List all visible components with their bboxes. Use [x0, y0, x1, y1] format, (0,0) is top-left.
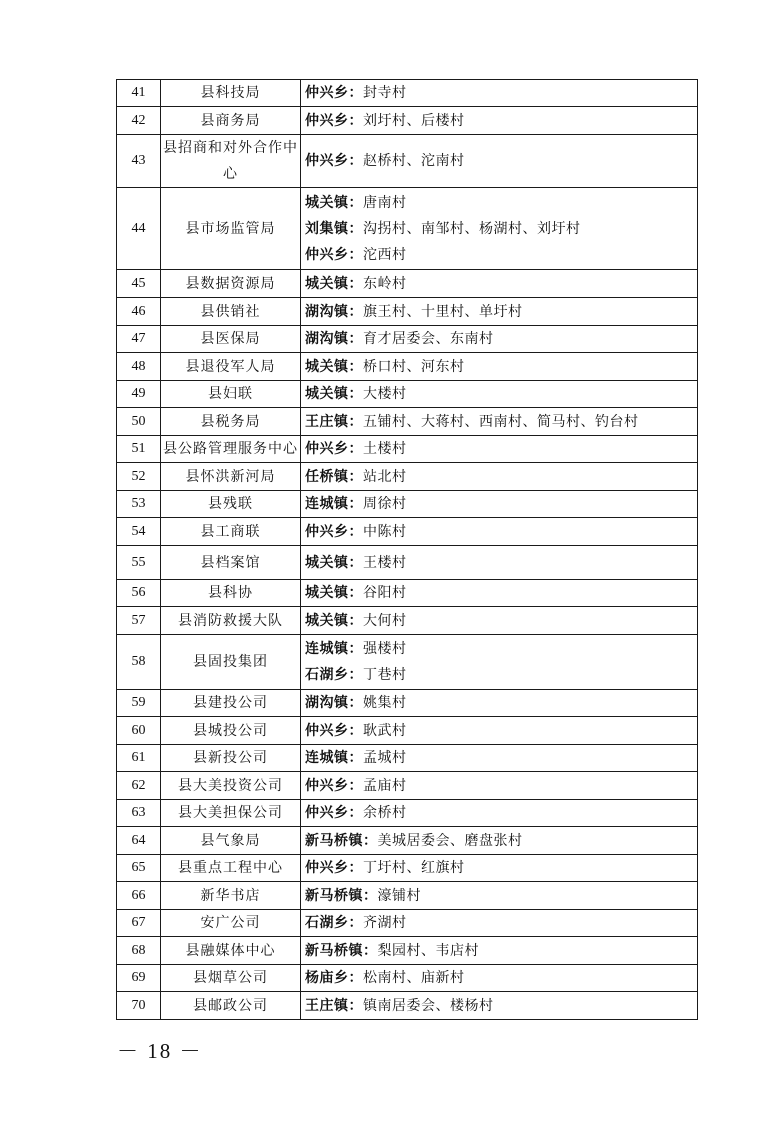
table-row	[117, 580, 698, 607]
unit-name: 县大美投资公司	[178, 777, 283, 794]
unit-name-cell	[161, 772, 301, 800]
village-list: 大楼村	[363, 386, 407, 402]
village-list: 孟城村	[363, 750, 407, 766]
village-cell	[301, 381, 698, 408]
unit-name-cell	[161, 717, 301, 745]
unit-name: 县固投集团	[193, 654, 268, 670]
village-list: 东岭村	[363, 275, 407, 292]
village-line	[305, 550, 697, 576]
village-cell	[301, 800, 698, 827]
unit-name: 县招商和对外合作中心	[163, 140, 298, 182]
unit-name: 安广公司	[200, 915, 261, 931]
row-number: 49	[117, 381, 161, 408]
table-row	[117, 188, 698, 270]
village-line	[305, 108, 697, 134]
row-number: 70	[117, 992, 161, 1020]
village-list: 松南村、庙新村	[363, 970, 465, 986]
row-number: 60	[117, 717, 161, 745]
village-cell	[301, 408, 698, 436]
page-number: － 18 －	[117, 1039, 203, 1063]
village-list: 中陈村	[363, 523, 407, 540]
village-list: 站北村	[363, 468, 407, 485]
village-cell	[301, 353, 698, 381]
row-number: 41	[117, 80, 161, 107]
village-list: 姚集村	[363, 695, 407, 711]
row-number: 52	[117, 463, 161, 491]
row-number: 59	[117, 690, 161, 717]
unit-name: 县融媒体中心	[185, 942, 276, 959]
unit-name: 县怀洪新河局	[185, 468, 276, 485]
village-list: 濠铺村	[377, 887, 421, 904]
village-line	[305, 608, 697, 634]
unit-name: 县科技局	[200, 85, 261, 101]
village-list: 强楼村	[363, 641, 407, 657]
unit-name-cell	[161, 635, 301, 690]
village-list: 丁圩村、红旗村	[363, 860, 465, 876]
table-row	[117, 381, 698, 408]
unit-name: 县税务局	[200, 413, 261, 430]
village-cell	[301, 937, 698, 965]
village-line	[305, 190, 697, 216]
unit-name: 县退役军人局	[185, 358, 276, 375]
unit-name: 县数据资源局	[185, 275, 276, 292]
village-cell	[301, 546, 698, 580]
village-list: 余桥村	[363, 805, 407, 821]
village-line	[305, 965, 697, 991]
town-name: 杨庙乡：	[305, 970, 363, 986]
unit-name: 县医保局	[200, 331, 261, 347]
village-cell	[301, 635, 698, 690]
unit-name-cell	[161, 298, 301, 326]
town-name: 城关镇：	[305, 585, 363, 601]
unit-name: 县邮政公司	[193, 997, 268, 1014]
village-list: 沱西村	[363, 246, 407, 263]
village-cell	[301, 107, 698, 135]
village-line	[305, 409, 697, 435]
unit-name-cell	[161, 80, 301, 107]
unit-name: 县残联	[208, 496, 253, 512]
village-list: 孟庙村	[363, 777, 407, 794]
village-cell	[301, 326, 698, 353]
village-line	[305, 580, 697, 606]
town-name: 连城镇：	[305, 750, 363, 766]
village-cell	[301, 827, 698, 855]
table-row	[117, 690, 698, 717]
village-list: 封寺村	[363, 85, 407, 101]
table-row	[117, 135, 698, 188]
unit-name: 县档案馆	[200, 554, 261, 571]
village-list: 育才居委会、东南村	[363, 331, 494, 347]
unit-name-cell	[161, 882, 301, 910]
row-number: 68	[117, 937, 161, 965]
village-line	[305, 745, 697, 771]
table-row	[117, 546, 698, 580]
table-row	[117, 635, 698, 690]
village-line	[305, 491, 697, 517]
table-row	[117, 353, 698, 381]
table-row	[117, 992, 698, 1020]
unit-name: 县市场监管局	[185, 220, 276, 237]
village-line	[305, 271, 697, 297]
table-row	[117, 463, 698, 491]
village-list: 梨园村、韦店村	[377, 942, 479, 959]
row-number: 43	[117, 135, 161, 188]
village-list: 齐湖村	[363, 915, 407, 931]
row-number: 62	[117, 772, 161, 800]
table-row	[117, 910, 698, 937]
village-cell	[301, 855, 698, 882]
row-number: 58	[117, 635, 161, 690]
unit-name-cell	[161, 855, 301, 882]
unit-name: 县消防救援大队	[178, 612, 283, 629]
unit-name-cell	[161, 910, 301, 937]
village-cell	[301, 882, 698, 910]
town-name: 任桥镇：	[305, 468, 363, 485]
table-row	[117, 717, 698, 745]
row-number: 67	[117, 910, 161, 937]
village-list: 刘圩村、后楼村	[363, 112, 465, 129]
town-name: 石湖乡：	[305, 915, 363, 931]
village-list: 赵桥村、沱南村	[363, 153, 465, 169]
table-row	[117, 326, 698, 353]
table-row	[117, 800, 698, 827]
village-line	[305, 436, 697, 462]
row-number: 48	[117, 353, 161, 381]
unit-name-cell	[161, 353, 301, 381]
village-cell	[301, 772, 698, 800]
unit-name-cell	[161, 992, 301, 1020]
table-row	[117, 270, 698, 298]
row-number: 51	[117, 436, 161, 463]
table-row	[117, 436, 698, 463]
unit-name: 县公路管理服务中心	[163, 441, 298, 457]
row-number: 63	[117, 800, 161, 827]
village-line	[305, 800, 697, 826]
town-name: 城关镇：	[305, 386, 363, 402]
table-row	[117, 965, 698, 992]
village-line	[305, 216, 697, 242]
unit-name-cell	[161, 518, 301, 546]
table-row	[117, 937, 698, 965]
table-row	[117, 298, 698, 326]
village-cell	[301, 745, 698, 772]
village-line	[305, 381, 697, 407]
village-line	[305, 242, 697, 268]
town-name: 连城镇：	[305, 641, 363, 657]
village-cell	[301, 518, 698, 546]
unit-name-cell	[161, 381, 301, 408]
village-cell	[301, 270, 698, 298]
unit-name-cell	[161, 546, 301, 580]
town-name: 王庄镇：	[305, 997, 363, 1014]
unit-name: 县商务局	[200, 112, 261, 129]
village-line	[305, 326, 697, 352]
village-cell	[301, 607, 698, 635]
village-cell	[301, 965, 698, 992]
unit-name-cell	[161, 436, 301, 463]
town-name: 城关镇：	[305, 554, 363, 571]
unit-name-cell	[161, 491, 301, 518]
town-name: 刘集镇：	[305, 220, 363, 237]
row-number: 64	[117, 827, 161, 855]
table-row	[117, 772, 698, 800]
row-number: 45	[117, 270, 161, 298]
town-name: 仲兴乡：	[305, 85, 363, 101]
village-cell	[301, 463, 698, 491]
village-cell	[301, 491, 698, 518]
town-name: 仲兴乡：	[305, 777, 363, 794]
unit-name: 县科协	[208, 585, 253, 601]
village-list: 大何村	[363, 612, 407, 629]
village-cell	[301, 298, 698, 326]
town-name: 湖沟镇：	[305, 303, 363, 320]
village-line	[305, 938, 697, 964]
table-body	[117, 80, 698, 1020]
unit-name-cell	[161, 827, 301, 855]
village-line	[305, 662, 697, 688]
unit-name-cell	[161, 135, 301, 188]
unit-name-cell	[161, 270, 301, 298]
town-name: 新马桥镇：	[305, 887, 378, 904]
town-name: 新马桥镇：	[305, 832, 378, 849]
row-number: 56	[117, 580, 161, 607]
village-cell	[301, 690, 698, 717]
table-row	[117, 827, 698, 855]
row-number: 66	[117, 882, 161, 910]
village-list: 丁巷村	[363, 667, 407, 683]
row-number: 65	[117, 855, 161, 882]
village-line	[305, 993, 697, 1019]
row-number: 54	[117, 518, 161, 546]
town-name: 仲兴乡：	[305, 860, 363, 876]
village-cell	[301, 188, 698, 270]
table-row	[117, 745, 698, 772]
table-row	[117, 491, 698, 518]
village-line	[305, 519, 697, 545]
unit-name: 县供销社	[200, 303, 261, 320]
town-name: 王庄镇：	[305, 413, 363, 430]
village-list: 旗王村、十里村、单圩村	[363, 303, 523, 320]
village-line	[305, 299, 697, 325]
village-cell	[301, 717, 698, 745]
town-name: 城关镇：	[305, 612, 363, 629]
row-number: 69	[117, 965, 161, 992]
town-name: 连城镇：	[305, 496, 363, 512]
row-number: 42	[117, 107, 161, 135]
village-list: 耿武村	[363, 722, 407, 739]
town-name: 仲兴乡：	[305, 523, 363, 540]
row-number: 50	[117, 408, 161, 436]
village-line	[305, 883, 697, 909]
row-number: 61	[117, 745, 161, 772]
town-name: 仲兴乡：	[305, 112, 363, 129]
table-row	[117, 882, 698, 910]
table-row	[117, 518, 698, 546]
unit-name-cell	[161, 326, 301, 353]
town-name: 城关镇：	[305, 275, 363, 292]
row-number: 46	[117, 298, 161, 326]
town-name: 城关镇：	[305, 194, 363, 211]
unit-name: 县工商联	[200, 523, 261, 540]
unit-name-cell	[161, 690, 301, 717]
unit-name: 县大美担保公司	[178, 805, 283, 821]
unit-name-cell	[161, 937, 301, 965]
town-name: 仲兴乡：	[305, 153, 363, 169]
unit-name: 县烟草公司	[193, 970, 268, 986]
village-line	[305, 828, 697, 854]
village-line	[305, 354, 697, 380]
village-list: 沟拐村、南邹村、杨湖村、刘圩村	[363, 220, 581, 237]
row-number: 53	[117, 491, 161, 518]
village-cell	[301, 580, 698, 607]
town-name: 仲兴乡：	[305, 805, 363, 821]
table-row	[117, 80, 698, 107]
village-list: 五铺村、大蒋村、西南村、简马村、钓台村	[363, 413, 639, 430]
table-row	[117, 855, 698, 882]
unit-name: 县重点工程中心	[178, 860, 283, 876]
village-cell	[301, 135, 698, 188]
row-number: 44	[117, 188, 161, 270]
unit-name-cell	[161, 800, 301, 827]
unit-name: 新华书店	[200, 887, 261, 904]
village-list: 王楼村	[363, 554, 407, 571]
village-line	[305, 718, 697, 744]
table-row	[117, 607, 698, 635]
town-name: 仲兴乡：	[305, 246, 363, 263]
town-name: 石湖乡：	[305, 667, 363, 683]
village-list: 周徐村	[363, 496, 407, 512]
town-name: 新马桥镇：	[305, 942, 378, 959]
unit-name-cell	[161, 745, 301, 772]
row-number: 55	[117, 546, 161, 580]
village-list: 唐南村	[363, 194, 407, 211]
unit-name-cell	[161, 188, 301, 270]
unit-name-cell	[161, 580, 301, 607]
table-row	[117, 408, 698, 436]
unit-name-cell	[161, 965, 301, 992]
row-number: 47	[117, 326, 161, 353]
village-line	[305, 855, 697, 881]
town-name: 仲兴乡：	[305, 722, 363, 739]
village-list: 谷阳村	[363, 585, 407, 601]
village-line	[305, 148, 697, 174]
unit-name: 县城投公司	[193, 722, 268, 739]
town-name: 湖沟镇：	[305, 695, 363, 711]
town-name: 湖沟镇：	[305, 331, 363, 347]
village-list: 镇南居委会、楼杨村	[363, 997, 494, 1014]
village-cell	[301, 910, 698, 937]
unit-name: 县建投公司	[193, 695, 268, 711]
unit-name: 县妇联	[208, 386, 253, 402]
row-number: 57	[117, 607, 161, 635]
village-line	[305, 636, 697, 662]
unit-name-cell	[161, 463, 301, 491]
village-line	[305, 464, 697, 490]
unit-name-cell	[161, 107, 301, 135]
town-name: 仲兴乡：	[305, 441, 363, 457]
village-list: 桥口村、河东村	[363, 358, 465, 375]
unit-name: 县新投公司	[193, 750, 268, 766]
village-line	[305, 690, 697, 716]
village-cell	[301, 992, 698, 1020]
village-line	[305, 773, 697, 799]
assignment-table	[116, 79, 698, 1020]
unit-name: 县气象局	[200, 832, 261, 849]
village-cell	[301, 80, 698, 107]
village-list: 土楼村	[363, 441, 407, 457]
unit-name-cell	[161, 607, 301, 635]
table-row	[117, 107, 698, 135]
village-cell	[301, 436, 698, 463]
town-name: 城关镇：	[305, 358, 363, 375]
village-list: 美城居委会、磨盘张村	[377, 832, 523, 849]
unit-name-cell	[161, 408, 301, 436]
village-line	[305, 910, 697, 936]
village-line	[305, 80, 697, 106]
